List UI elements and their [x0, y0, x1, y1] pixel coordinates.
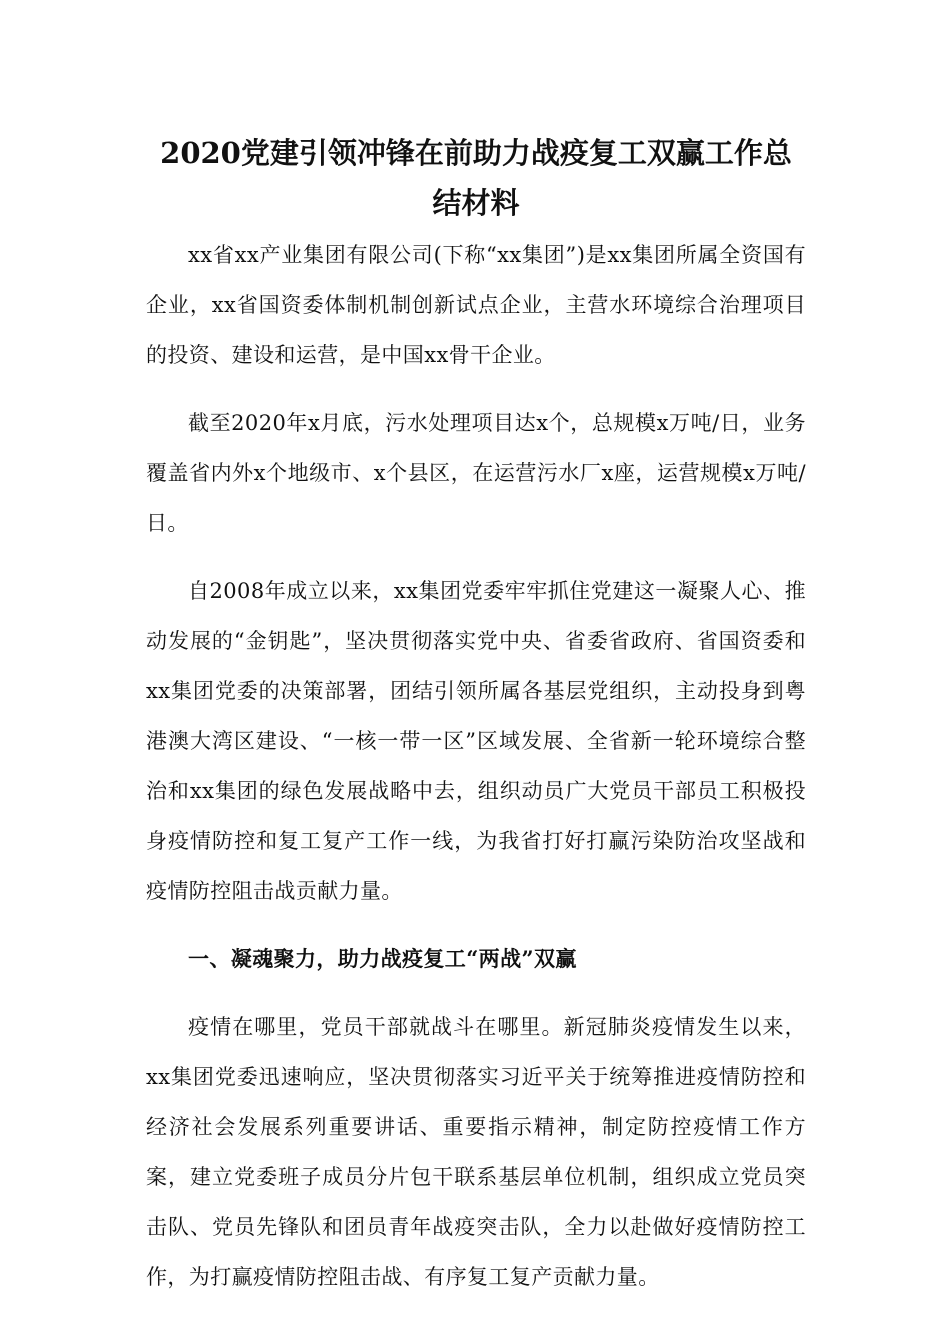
paragraph-spacer	[146, 984, 806, 1002]
paragraph-spacer	[146, 916, 806, 934]
paragraph-party-building: 自2008年成立以来，xx集团党委牢牢抓住党建这一凝聚人心、推动发展的“金钥匙”，坚决贯彻落实党中央、省委省政府、省国资委和xx集团党委的决策部署，团结引领所属各基层党组织，主动投身到粤港澳大湾区建设、“一核一带一区”区域发展、全省新一轮环境综合整治和xx集团的绿色发展战略中去，组织动员广大党员干部员工积极投身疫情防控和复工复产工作一线，为我省打好打赢污染防治攻坚战和疫情防控阻击战贡献力量。	[146, 579, 806, 903]
paragraph-spacer	[146, 548, 806, 566]
paragraph-epidemic-response: 疫情在哪里，党员干部就战斗在哪里。新冠肺炎疫情发生以来，xx集团党委迅速响应，坚决贯彻落实习近平关于统筹推进疫情防控和经济社会发展系列重要讲话、重要指示精神，制定防控疫情工作方案，建立党委班子成员分片包干联系基层单位机制，组织成立党员突击队、党员先锋队和团员青年战疫突击队，全力以赴做好疫情防控工作，为打赢疫情防控阻击战、有序复工复产贡献力量。	[146, 1015, 806, 1289]
paragraph-company-intro: xx省xx产业集团有限公司(下称“xx集团”)是xx集团所属全资国有企业，xx省国资委体制机制创新试点企业，主营水环境综合治理项目的投资、建设和运营，是中国xx骨干企业。	[146, 243, 806, 367]
section-heading: 一、凝魂聚力，助力战疫复工“两战”双赢	[188, 946, 577, 971]
document-title: 2020党建引领冲锋在前助力战疫复工双赢工作总结材料	[160, 136, 792, 220]
document-body	[146, 128, 806, 1302]
paragraph-spacer	[146, 380, 806, 398]
paragraph-project-stats: 截至2020年x月底，污水处理项目达x个，总规模x万吨/日，业务覆盖省内外x个地级市、x个县区，在运营污水厂x座，运营规模x万吨/日。	[146, 411, 806, 535]
